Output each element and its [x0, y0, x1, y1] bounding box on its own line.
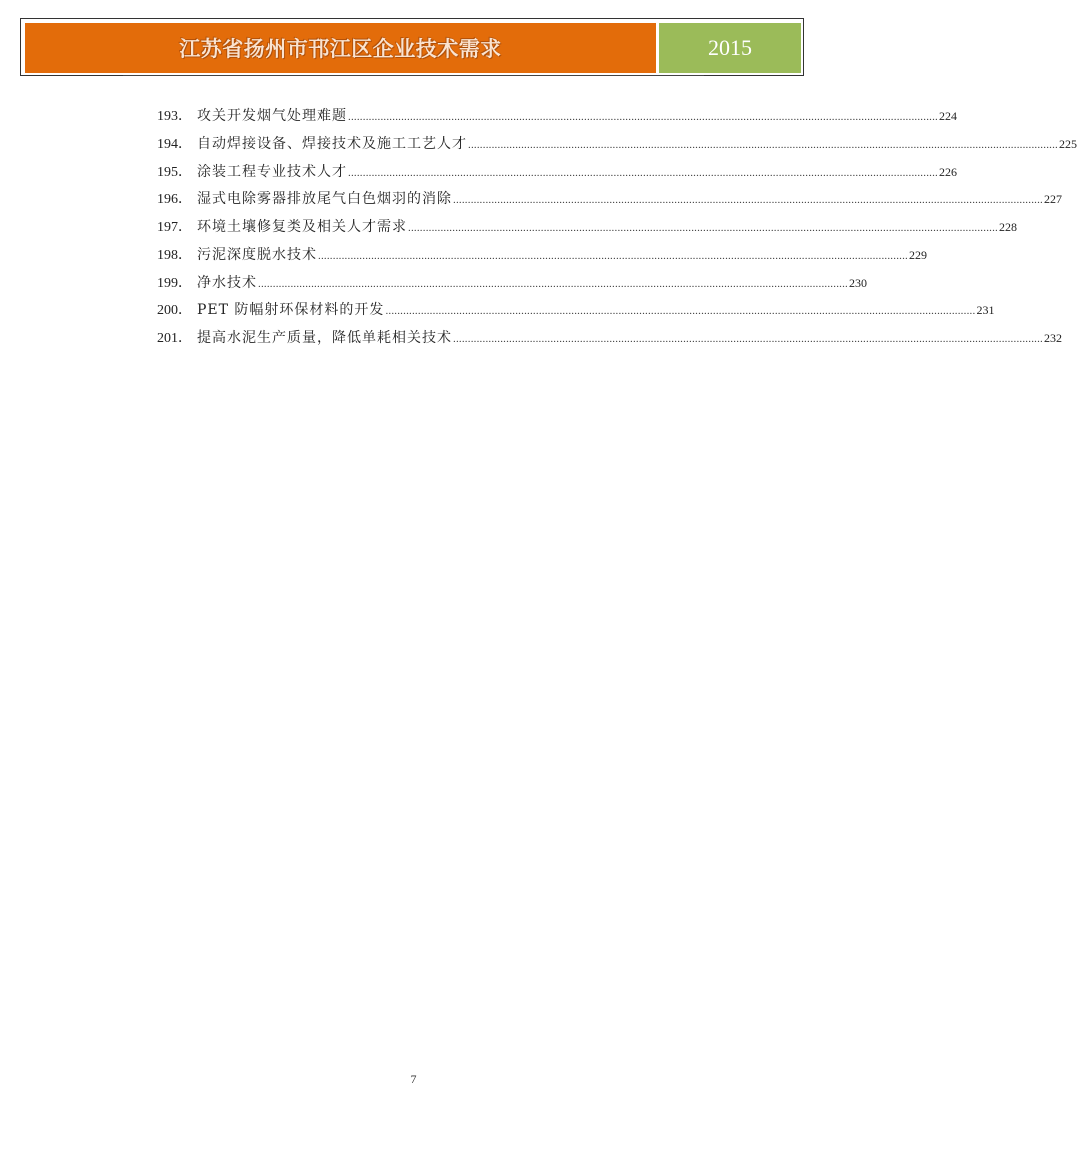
- toc-entry-number: 199．: [157, 275, 192, 291]
- toc-entry-number: 196．: [157, 192, 192, 208]
- toc-entry-page: 232: [1044, 331, 1062, 345]
- page-number: 7: [410, 1072, 417, 1086]
- toc-dot-leader: ........................................................................................................................................................................................................: [468, 138, 1058, 151]
- toc-dot-leader: ........................................................................................................................................................................................................: [348, 111, 938, 123]
- toc-entry[interactable]: [157, 189, 1062, 217]
- toc-entry-page: 228: [999, 220, 1017, 234]
- toc-entry-number: 198．: [157, 247, 192, 263]
- toc-entry[interactable]: [157, 106, 957, 134]
- header-year-band: [659, 23, 801, 73]
- toc-entry[interactable]: [157, 162, 957, 190]
- toc-entry-number: 201．: [157, 331, 192, 346]
- toc-entry-title: 环境土壤修复类及相关人才需求: [197, 219, 407, 235]
- toc-dot-leader: ........................................................................................................................................................................................................: [453, 333, 1043, 345]
- toc-dot-leader: ........................................................................................................................................................................................................: [385, 305, 976, 318]
- toc-entry-title: PET 防幅射环保材料的开发: [197, 302, 385, 319]
- toc-dot-leader: ........................................................................................................................................................................................................: [408, 222, 998, 234]
- toc-entry[interactable]: [157, 328, 1062, 356]
- toc-dot-leader: ........................................................................................................................................................................................................: [348, 166, 938, 179]
- toc-dot-leader: ........................................................................................................................................................................................................: [453, 194, 1043, 207]
- toc-entry-page: 226: [939, 164, 957, 179]
- toc-entry[interactable]: [157, 273, 867, 301]
- document-year: 2015: [708, 35, 752, 60]
- toc-entry-number: 197．: [157, 220, 192, 235]
- toc-entry-number: 193．: [157, 109, 192, 124]
- header-divider: [123, 75, 704, 76]
- toc-entry-title: 涂装工程专业技术人才: [197, 163, 347, 180]
- toc-dot-leader: ........................................................................................................................................................................................................: [318, 249, 908, 262]
- toc-entry-title: 提高水泥生产质量，降低单耗相关技术: [197, 330, 452, 346]
- toc-entry-page: 224: [939, 109, 957, 123]
- toc-entry-number: 194．: [157, 136, 192, 152]
- toc-entry[interactable]: [157, 134, 1077, 162]
- toc-entry[interactable]: [157, 245, 927, 273]
- toc-entry[interactable]: [157, 217, 1017, 245]
- toc-entry-page: 231: [976, 303, 995, 318]
- toc-entry[interactable]: [157, 300, 995, 328]
- toc-entry-title: 攻关开发烟气处理难题: [197, 108, 347, 124]
- toc-entry-title: 自动焊接设备、焊接技术及施工工艺人才: [197, 135, 467, 152]
- toc-entry-page: 230: [849, 275, 867, 290]
- toc-entry-page: 229: [909, 247, 927, 262]
- toc-entry-number: 195．: [157, 164, 192, 180]
- toc-entry-page: 225: [1059, 136, 1077, 151]
- table-of-contents: [157, 106, 1077, 356]
- toc-entry-title: 湿式电除雾器排放尾气白色烟羽的消除: [197, 191, 452, 208]
- toc-entry-title: 污泥深度脱水技术: [197, 246, 317, 263]
- header-title-band: [25, 23, 656, 73]
- toc-dot-leader: ........................................................................................................................................................................................................: [258, 277, 848, 290]
- document-title: 江苏省扬州市邗江区企业技术需求: [179, 37, 502, 61]
- toc-entry-page: 227: [1044, 192, 1062, 207]
- toc-entry-title: 净水技术: [197, 274, 257, 291]
- toc-entry-number: 200．: [157, 303, 192, 319]
